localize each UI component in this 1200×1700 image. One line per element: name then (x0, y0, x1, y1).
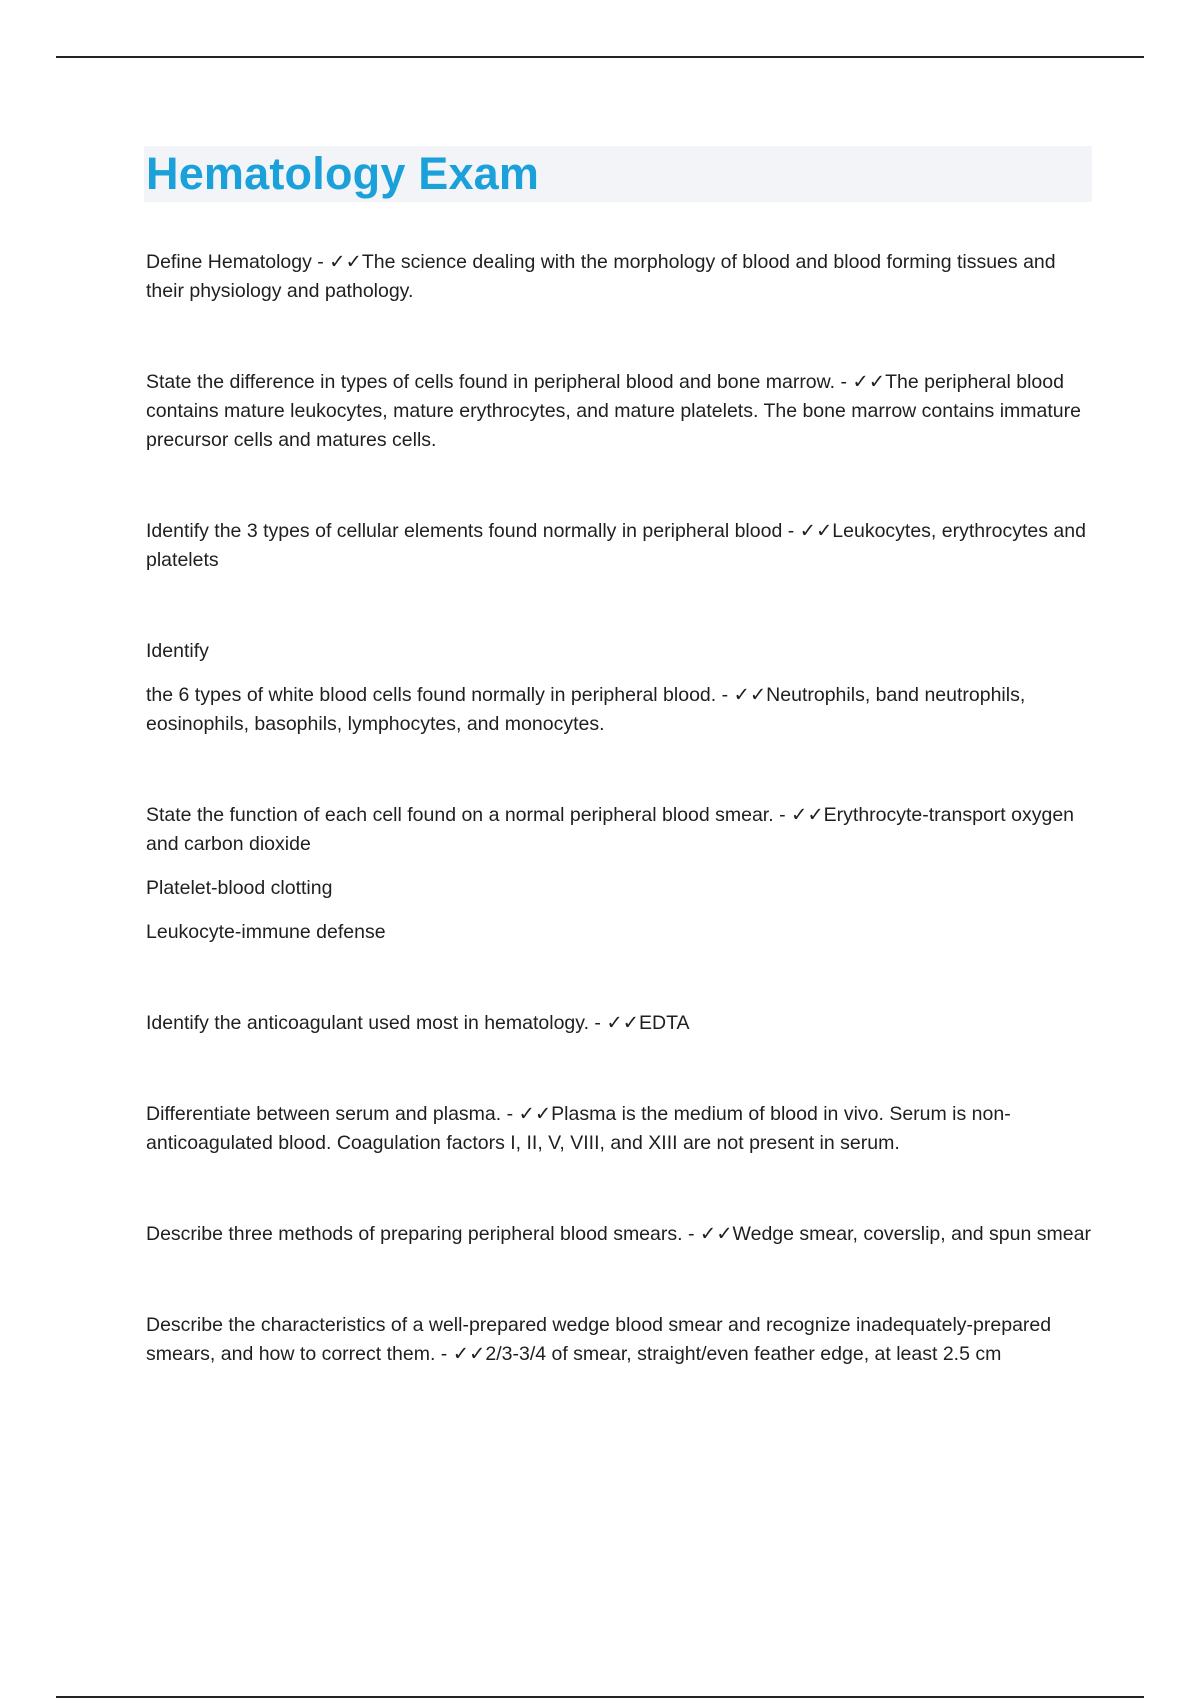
entry-wbc-types-heading: Identify (146, 640, 209, 662)
spacer (146, 947, 1096, 1009)
entry-smear-methods: Describe three methods of preparing peripheral blood smears. - ✓✓Wedge smear, coverslip, and spun smear (146, 1223, 1091, 1245)
entry-wedge-smear: Describe the characteristics of a well-prepared wedge blood smear and recognize inadequately-prepared smears, and how to correct them. - ✓✓2/3-3/4 of smear, straight/even feather edge, at least 2.5 cm (146, 1314, 1052, 1365)
entry-anticoagulant: Identify the anticoagulant used most in hematology. - ✓✓EDTA (146, 1012, 690, 1034)
spacer (146, 575, 1096, 637)
entry-wbc-types: the 6 types of white blood cells found normally in peripheral blood. - ✓✓Neutrophils, band neutrophils, eosinophils, basophils, lymphocytes, and monocytes. (146, 684, 1026, 735)
spacer (146, 739, 1096, 801)
spacer (146, 1038, 1096, 1100)
spacer (146, 455, 1096, 517)
bottom-rule (56, 1696, 1144, 1698)
document-title: Hematology Exam (146, 148, 540, 199)
document-body (146, 248, 1096, 1369)
spacer (146, 1158, 1096, 1220)
entry-define-hematology: Define Hematology - ✓✓The science dealing with the morphology of blood and blood forming tissues and their physiology and pathology. (146, 251, 1056, 302)
entry-platelet-function: Platelet-blood clotting (146, 877, 333, 899)
entry-leukocyte-function: Leukocyte-immune defense (146, 921, 386, 943)
entry-serum-plasma: Differentiate between serum and plasma. - ✓✓Plasma is the medium of blood in vivo. Serum is non-anticoagulated blood. Coagulation factors I, II, V, VIII, and XIII are not present in serum. (146, 1103, 1011, 1154)
spacer (146, 1249, 1096, 1311)
spacer (146, 666, 1096, 681)
spacer (146, 859, 1096, 874)
spacer (146, 903, 1096, 918)
entry-cell-types-difference: State the difference in types of cells found in peripheral blood and bone marrow. - ✓✓The peripheral blood contains mature leukocytes, mature erythrocytes, and mature platelets. The bone marrow contains immature precursor cells and matures cells. (146, 371, 1081, 451)
entry-cellular-elements: Identify the 3 types of cellular elements found normally in peripheral blood - ✓✓Leukocytes, erythrocytes and platelets (146, 520, 1086, 571)
spacer (146, 306, 1096, 368)
entry-cell-functions: State the function of each cell found on a normal peripheral blood smear. - ✓✓Erythrocyte-transport oxygen and carbon dioxide (146, 804, 1075, 855)
top-rule (56, 56, 1144, 58)
